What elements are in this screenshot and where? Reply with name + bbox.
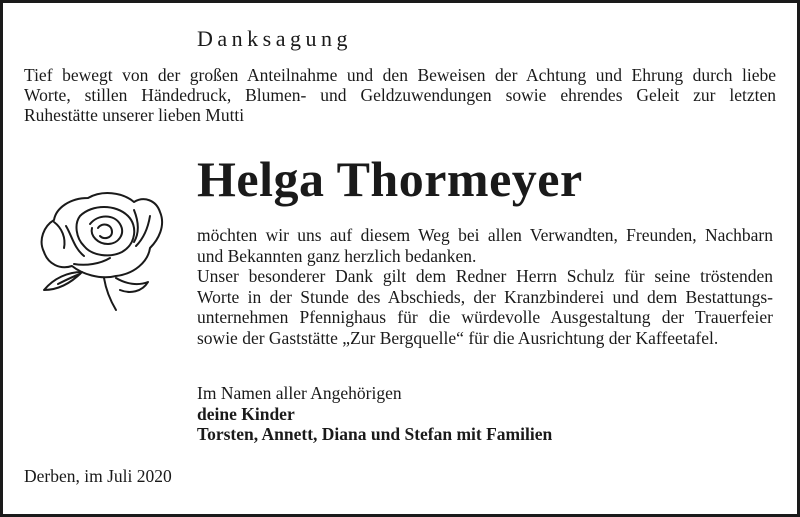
thanks-line: unternehmen Pfennighaus für die würdevolle Ausgestaltung der Trauerfeier <box>197 307 773 327</box>
thanks-paragraph <box>197 225 773 348</box>
thanks-line: Unser besonderer Dank gilt dem Redner Herrn Schulz für seine tröstenden <box>197 266 773 286</box>
intro-paragraph <box>24 65 776 125</box>
thanks-line: Worte in der Stunde des Abschieds, der Kranzbinderei und dem Bestattungs- <box>197 286 773 307</box>
thanks-line: und Bekannten ganz herzlich bedanken. <box>197 245 477 266</box>
signature-relation: deine Kinder <box>197 403 295 424</box>
notice-heading: Danksagung <box>197 26 352 51</box>
signature-intro: Im Namen aller Angehörigen <box>197 383 402 403</box>
intro-line: Worte, stillen Händedruck, Blumen- und Geldzuwendungen sowie ehrendes Geleit zur letzten <box>24 85 776 105</box>
intro-line: Tief bewegt von der großen Anteilnahme und den Beweisen der Achtung und Ehrung durch liebe <box>24 65 776 85</box>
signature-block <box>197 383 552 445</box>
intro-line: Ruhestätte unserer lieben Mutti <box>24 105 245 125</box>
rose-icon <box>30 186 170 316</box>
deceased-name: Helga Thormeyer <box>197 151 583 207</box>
thanks-line: möchten wir uns auf diesem Weg bei allen Verwandten, Freunden, Nachbarn <box>197 225 773 245</box>
thanks-line: sowie der Gaststätte „Zur Bergquelle“ für die Ausrichtung der Kaffeetafel. <box>197 327 719 348</box>
signature-names: Torsten, Annett, Diana und Stefan mit Familien <box>197 424 553 444</box>
place-date: Derben, im Juli 2020 <box>24 466 172 486</box>
